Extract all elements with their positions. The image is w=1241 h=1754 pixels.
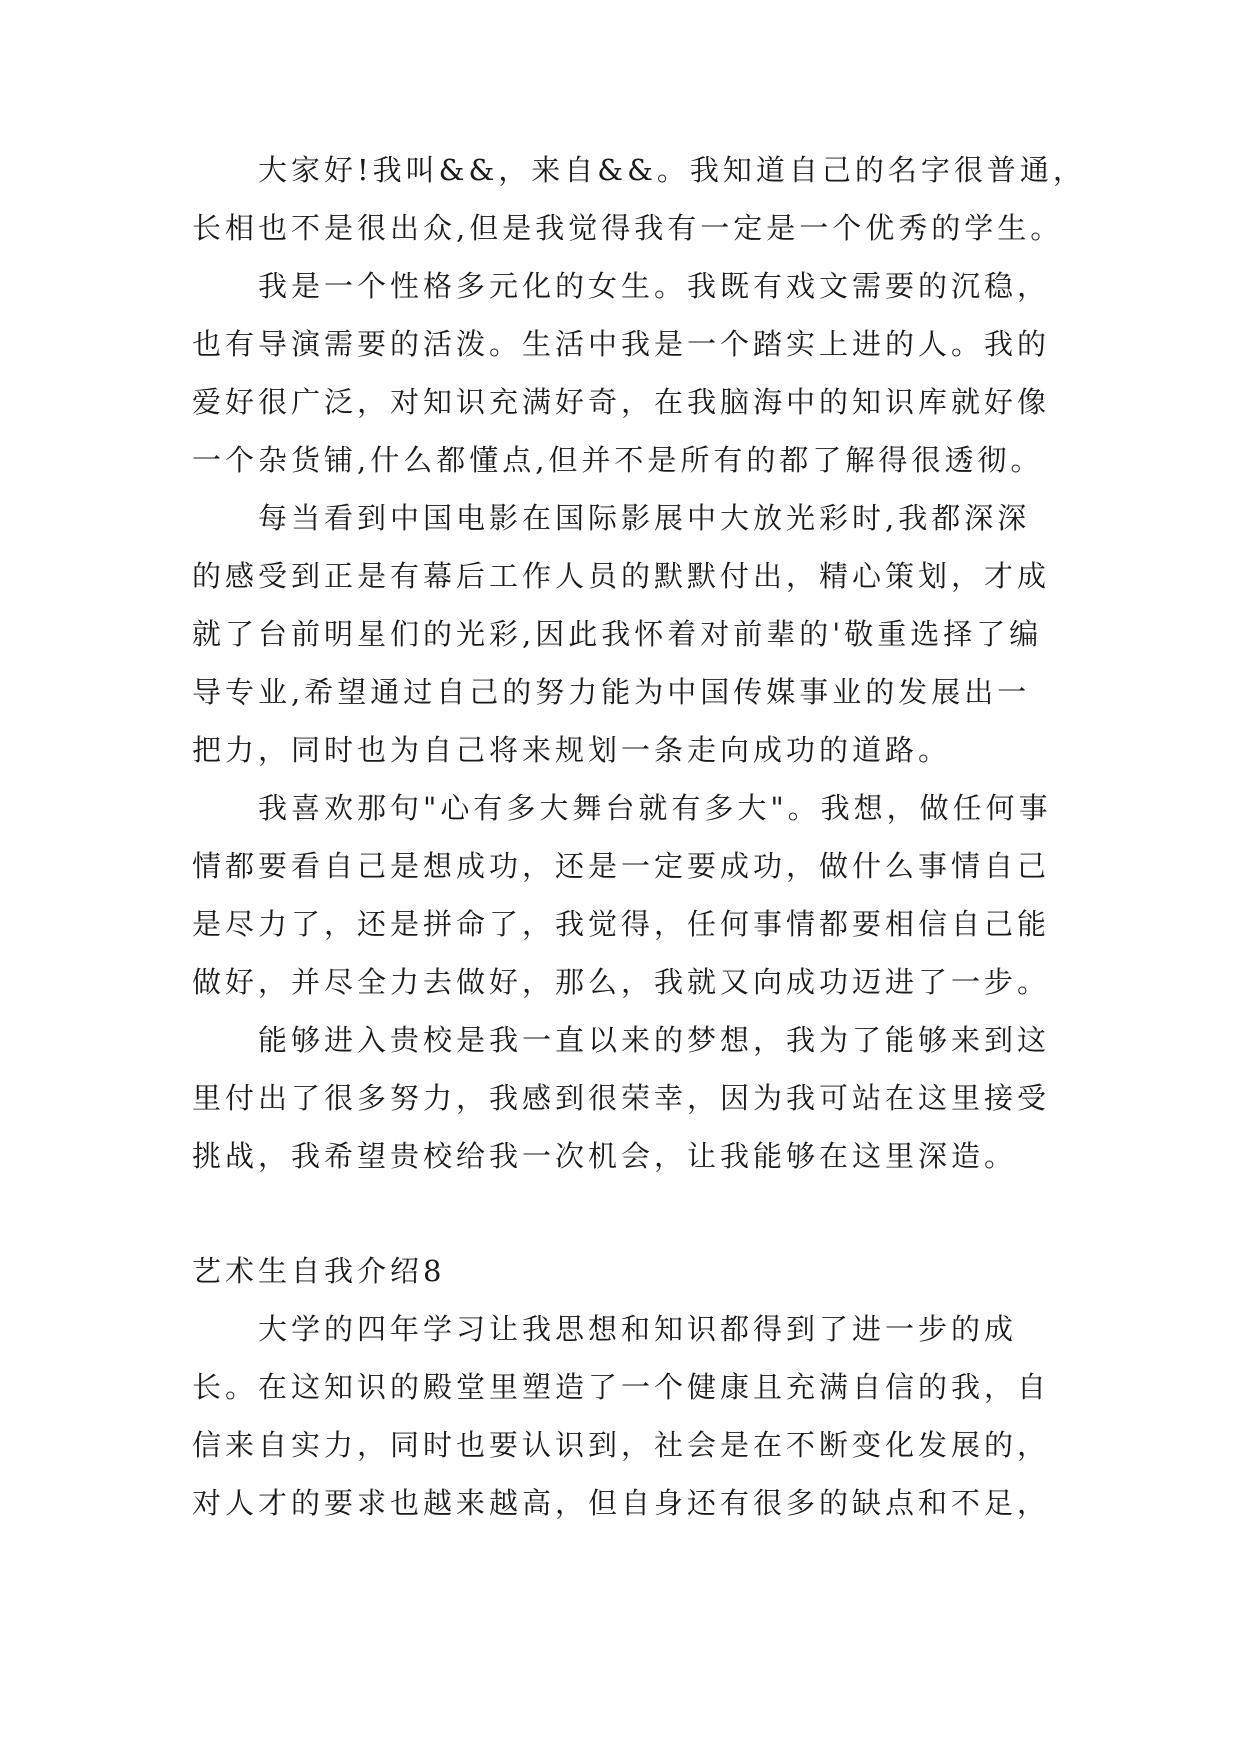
paragraph-5-line-1: 能够进入贵校是我一直以来的梦想，我为了能够来到这 [258,1023,1051,1057]
paragraph-6-line-2: 长。在这知识的殿堂里塑造了一个健康且充满自信的我，自 [192,1370,1051,1404]
paragraph-4-line-3: 是尽力了，还是拼命了，我觉得，任何事情都要相信自己能 [192,907,1051,941]
paragraph-3-line-1: 每当看到中国电影在国际影展中大放光彩时,我都深深 [258,501,1031,535]
paragraph-2-line-1: 我是一个性格多元化的女生。我既有戏文需要的沉稳， [258,269,1051,303]
paragraph-1-line-1: 大家好!我叫&&，来自&&。我知道自己的名字很普通， [258,153,1086,187]
paragraph-4-line-4: 做好，并尽全力去做好，那么，我就又向成功迈进了一步。 [192,965,1051,999]
paragraph-2-line-2: 也有导演需要的活泼。生活中我是一个踏实上进的人。我的 [192,327,1051,361]
paragraph-5-line-2: 里付出了很多努力，我感到很荣幸，因为我可站在这里接受 [192,1081,1051,1115]
paragraph-2-line-4: 一个杂货铺,什么都懂点,但并不是所有的都了解得很透彻。 [192,443,1044,477]
paragraph-1-line-2: 长相也不是很出众,但是我觉得我有一定是一个优秀的学生。 [192,211,1064,245]
paragraph-6-line-3: 信来自实力，同时也要认识到，社会是在不断变化发展的， [192,1428,1051,1462]
paragraph-5-line-3: 挑战，我希望贵校给我一次机会，让我能够在这里深造。 [192,1139,1018,1173]
paragraph-3-line-5: 把力，同时也为自己将来规划一条走向成功的道路。 [192,733,952,767]
paragraph-6-line-1: 大学的四年学习让我思想和知识都得到了进一步的成 [258,1312,1018,1346]
paragraph-4-line-1: 我喜欢那句"心有多大舞台就有多大"。我想，做任何事 [258,791,1052,825]
section-heading: 艺术生自我介绍8 [192,1254,446,1288]
paragraph-3-line-3: 就了台前明星们的光彩,因此我怀着对前辈的'敬重选择了编 [192,617,1043,651]
paragraph-6-line-4: 对人才的要求也越来越高，但自身还有很多的缺点和不足， [192,1486,1051,1520]
paragraph-4-line-2: 情都要看自己是想成功，还是一定要成功，做什么事情自己 [192,849,1051,883]
paragraph-3-line-4: 导专业,希望通过自己的努力能为中国传媒事业的发展出一 [192,675,1031,709]
paragraph-3-line-2: 的感受到正是有幕后工作人员的默默付出，精心策划，才成 [192,559,1051,593]
paragraph-2-line-3: 爱好很广泛，对知识充满好奇，在我脑海中的知识库就好像 [192,385,1051,419]
